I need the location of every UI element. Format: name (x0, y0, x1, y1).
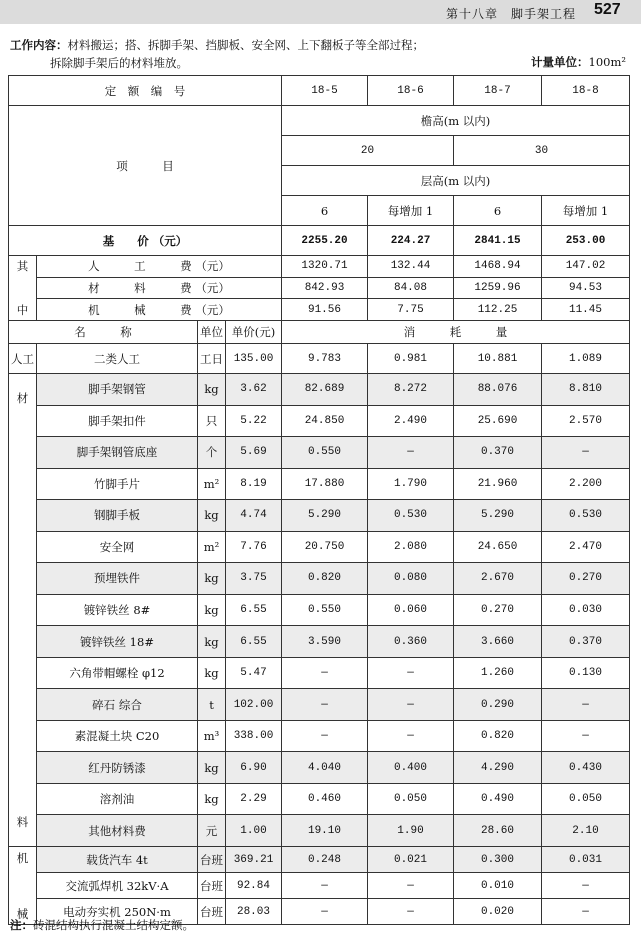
consumption-value: — (368, 899, 454, 925)
item-name: 载货汽车 4t (37, 847, 198, 873)
item-unit: t (198, 689, 226, 721)
item-price: 102.00 (226, 689, 282, 721)
consumption-value: — (542, 437, 630, 469)
item-price: 135.00 (226, 344, 282, 374)
height-value: 30 (454, 136, 630, 166)
item-price: 28.03 (226, 899, 282, 925)
col-price-header: 单价(元) (226, 321, 282, 344)
item-unit: 工日 (198, 344, 226, 374)
item-unit: 只 (198, 405, 226, 437)
consumption-value: 0.050 (542, 783, 630, 815)
consumption-value: — (368, 437, 454, 469)
consumption-value: 0.031 (542, 847, 630, 873)
item-price: 338.00 (226, 720, 282, 752)
among-label-top: 其 (16, 259, 29, 273)
height-value: 20 (282, 136, 454, 166)
consumption-value: 0.050 (368, 783, 454, 815)
consumption-value: 1.260 (454, 657, 542, 689)
item-unit: kg (198, 657, 226, 689)
consumption-value: 20.750 (282, 531, 368, 563)
consumption-value: 0.550 (282, 437, 368, 469)
chapter-title: 第十八章 脚手架工程 (446, 7, 577, 21)
item-unit: m³ (198, 720, 226, 752)
consumption-value: 0.300 (454, 847, 542, 873)
consumption-value: 0.020 (454, 899, 542, 925)
consumption-value: 2.470 (542, 531, 630, 563)
consumption-value: 0.248 (282, 847, 368, 873)
consumption-value: 1.089 (542, 344, 630, 374)
consumption-value: — (282, 720, 368, 752)
consumption-value: 88.076 (454, 374, 542, 406)
consumption-value: 1.90 (368, 815, 454, 847)
item-unit: 台班 (198, 847, 226, 873)
consumption-value: 24.850 (282, 405, 368, 437)
consumption-value: 10.881 (454, 344, 542, 374)
among-label-bottom: 中 (16, 303, 29, 317)
item-price: 2.29 (226, 783, 282, 815)
base-price-row (9, 226, 630, 256)
consumption-value: 0.270 (454, 594, 542, 626)
consumption-value: 28.60 (454, 815, 542, 847)
footnote-text: 砖混结构执行混凝土结构定额。 (33, 918, 194, 932)
col-consumption-header: 消 耗 量 (282, 321, 630, 344)
material-row (9, 500, 630, 532)
consumption-value: 0.360 (368, 626, 454, 658)
consumption-value: — (282, 873, 368, 899)
consumption-value: 0.820 (454, 720, 542, 752)
cost-breakdown-row (9, 299, 630, 321)
consumption-value: 4.040 (282, 752, 368, 784)
cost-breakdown-row (9, 277, 630, 299)
footnote-label: 注： (10, 918, 33, 932)
consumption-value: 0.430 (542, 752, 630, 784)
consumption-value: 2.080 (368, 531, 454, 563)
floor-height-label: 层高(m 以内) (282, 166, 630, 196)
machine-row (9, 847, 630, 873)
item-price: 4.74 (226, 500, 282, 532)
floor-height-value: 每增加 1 (542, 196, 630, 226)
consumption-value: — (282, 899, 368, 925)
item-unit: kg (198, 563, 226, 595)
consumption-value: 82.689 (282, 374, 368, 406)
cost-breakdown-value: 1259.96 (454, 277, 542, 299)
item-name: 竹脚手片 (37, 468, 198, 500)
material-row (9, 689, 630, 721)
item-unit: 台班 (198, 873, 226, 899)
consumption-value: 0.021 (368, 847, 454, 873)
material-row (9, 720, 630, 752)
material-row (9, 657, 630, 689)
item-unit: kg (198, 374, 226, 406)
material-row (9, 752, 630, 784)
consumption-value: 0.530 (542, 500, 630, 532)
consumption-value: — (368, 689, 454, 721)
item-name: 电动夯实机 250N·m (37, 899, 198, 925)
consumption-value: 4.290 (454, 752, 542, 784)
cost-breakdown-value: 112.25 (454, 299, 542, 321)
base-price-value: 2841.15 (454, 226, 542, 256)
cost-breakdown-value: 7.75 (368, 299, 454, 321)
cost-breakdown-value: 11.45 (542, 299, 630, 321)
consumption-value: 8.272 (368, 374, 454, 406)
consumption-value: 21.960 (454, 468, 542, 500)
item-unit: kg (198, 500, 226, 532)
material-row (9, 594, 630, 626)
column-header-row (9, 321, 630, 344)
item-name: 交流弧焊机 32kV·A (37, 873, 198, 899)
quota-code-label: 定 额 编 号 (9, 76, 282, 106)
labor-row (9, 344, 630, 374)
item-name: 钢脚手板 (37, 500, 198, 532)
consumption-value: 0.080 (368, 563, 454, 595)
consumption-value: 0.460 (282, 783, 368, 815)
item-price: 6.55 (226, 626, 282, 658)
item-unit: kg (198, 594, 226, 626)
cost-breakdown-value: 1320.71 (282, 256, 368, 278)
floor-height-value: 6 (454, 196, 542, 226)
item-price: 5.22 (226, 405, 282, 437)
consumption-value: 2.200 (542, 468, 630, 500)
work-content-text-1: 材料搬运；搭、拆脚手架、挡脚板、安全网、上下翻板子等全部过程； (67, 38, 424, 52)
item-price: 3.75 (226, 563, 282, 595)
quota-table (8, 75, 630, 925)
consumption-value: 5.290 (282, 500, 368, 532)
measure-unit-label: 计量单位： (531, 57, 589, 69)
material-row (9, 437, 630, 469)
consumption-value: 17.880 (282, 468, 368, 500)
consumption-value: 0.530 (368, 500, 454, 532)
item-name: 预埋铁件 (37, 563, 198, 595)
item-name: 镀锌铁丝 18# (37, 626, 198, 658)
consumption-value: — (368, 720, 454, 752)
consumption-value: — (542, 720, 630, 752)
consumption-value: — (282, 689, 368, 721)
consumption-value: — (542, 689, 630, 721)
consumption-value: 24.650 (454, 531, 542, 563)
material-row (9, 374, 630, 406)
item-name: 碎石 综合 (37, 689, 198, 721)
item-price: 369.21 (226, 847, 282, 873)
cost-breakdown-value: 94.53 (542, 277, 630, 299)
consumption-value: 0.130 (542, 657, 630, 689)
item-price: 92.84 (226, 873, 282, 899)
consumption-value: — (542, 873, 630, 899)
cost-breakdown-value: 84.08 (368, 277, 454, 299)
work-content-text-2: 拆除脚手架后的材料堆放。 (50, 56, 188, 70)
cost-breakdown-value: 1468.94 (454, 256, 542, 278)
base-price-value: 224.27 (368, 226, 454, 256)
machine-category-bottom: 械 (16, 906, 29, 921)
consumption-value: — (542, 899, 630, 925)
consumption-value: 2.490 (368, 405, 454, 437)
consumption-value: — (368, 657, 454, 689)
consumption-value: 0.270 (542, 563, 630, 595)
quota-code-cell: 18-8 (542, 76, 630, 106)
quota-code-cell: 18-7 (454, 76, 542, 106)
item-unit: m² (198, 468, 226, 500)
material-row (9, 405, 630, 437)
item-price: 5.47 (226, 657, 282, 689)
item-label: 项 目 (9, 106, 282, 226)
item-price: 8.19 (226, 468, 282, 500)
consumption-value: 0.981 (368, 344, 454, 374)
consumption-value: 0.060 (368, 594, 454, 626)
item-unit: 元 (198, 815, 226, 847)
consumption-value: 0.290 (454, 689, 542, 721)
consumption-value: 3.590 (282, 626, 368, 658)
quota-code-cell: 18-6 (368, 76, 454, 106)
item-name: 溶剂油 (37, 783, 198, 815)
consumption-value: 0.370 (542, 626, 630, 658)
item-name: 六角带帽螺栓 φ12 (37, 657, 198, 689)
material-category-label (9, 374, 37, 847)
consumption-value: 2.670 (454, 563, 542, 595)
consumption-value: — (282, 657, 368, 689)
cost-breakdown-name: 人 工 费 （元） (37, 256, 282, 278)
item-price: 7.76 (226, 531, 282, 563)
cost-breakdown-value: 842.93 (282, 277, 368, 299)
consumption-value: 1.790 (368, 468, 454, 500)
labor-category-label: 人工 (9, 344, 37, 374)
material-row (9, 815, 630, 847)
material-category-bottom: 料 (16, 815, 29, 829)
cost-breakdown-value: 132.44 (368, 256, 454, 278)
machine-category-top: 机 (16, 850, 29, 865)
item-unit: 个 (198, 437, 226, 469)
consumption-value: 0.550 (282, 594, 368, 626)
item-name: 安全网 (37, 531, 198, 563)
consumption-value: 2.570 (542, 405, 630, 437)
consumption-value: 0.400 (368, 752, 454, 784)
item-price: 6.90 (226, 752, 282, 784)
item-name: 其他材料费 (37, 815, 198, 847)
item-unit: kg (198, 752, 226, 784)
measure-unit-value: 100m² (588, 55, 626, 69)
item-name: 脚手架钢管底座 (37, 437, 198, 469)
consumption-value: 8.810 (542, 374, 630, 406)
eave-row (9, 106, 630, 136)
material-category-top: 材 (16, 391, 29, 405)
consumption-value: 19.10 (282, 815, 368, 847)
item-name: 脚手架扣件 (37, 405, 198, 437)
base-price-value: 2255.20 (282, 226, 368, 256)
item-name: 脚手架钢管 (37, 374, 198, 406)
col-name-header: 名 称 (9, 321, 198, 344)
floor-height-value: 6 (282, 196, 368, 226)
cost-breakdown-value: 91.56 (282, 299, 368, 321)
material-row (9, 783, 630, 815)
item-price: 3.62 (226, 374, 282, 406)
base-price-label: 基 价 （元） (9, 226, 282, 256)
consumption-value: 3.660 (454, 626, 542, 658)
machine-category-label (9, 847, 37, 925)
floor-height-value: 每增加 1 (368, 196, 454, 226)
cost-breakdown-name: 材 料 费 （元） (37, 277, 282, 299)
item-unit: kg (198, 626, 226, 658)
item-price: 5.69 (226, 437, 282, 469)
cost-breakdown-value: 147.02 (542, 256, 630, 278)
consumption-value: 2.10 (542, 815, 630, 847)
eave-height-label: 檐高(m 以内) (282, 106, 630, 136)
machine-row (9, 873, 630, 899)
quota-code-cell: 18-5 (282, 76, 368, 106)
item-price: 6.55 (226, 594, 282, 626)
item-name: 二类人工 (37, 344, 198, 374)
base-price-value: 253.00 (542, 226, 630, 256)
item-price: 1.00 (226, 815, 282, 847)
item-name: 红丹防锈漆 (37, 752, 198, 784)
measure-unit (531, 54, 626, 70)
material-row (9, 468, 630, 500)
cost-breakdown-row (9, 256, 630, 278)
item-name: 镀锌铁丝 8# (37, 594, 198, 626)
consumption-value: 9.783 (282, 344, 368, 374)
item-unit: m² (198, 531, 226, 563)
consumption-value: 5.290 (454, 500, 542, 532)
consumption-value: 0.370 (454, 437, 542, 469)
consumption-value: 0.010 (454, 873, 542, 899)
among-label (9, 256, 37, 321)
cost-breakdown-name: 机 械 费 （元） (37, 299, 282, 321)
quota-code-row (9, 76, 630, 106)
item-unit: 台班 (198, 899, 226, 925)
consumption-value: 0.030 (542, 594, 630, 626)
material-row (9, 563, 630, 595)
item-unit: kg (198, 783, 226, 815)
work-content-label: 工作内容： (10, 40, 68, 52)
page-number: 527 (594, 1, 621, 18)
material-row (9, 531, 630, 563)
col-unit-header: 单位 (198, 321, 226, 344)
consumption-value: 0.820 (282, 563, 368, 595)
item-name: 素混凝土块 C20 (37, 720, 198, 752)
consumption-value: — (368, 873, 454, 899)
material-row (9, 626, 630, 658)
consumption-value: 0.490 (454, 783, 542, 815)
footnote (10, 917, 194, 933)
consumption-value: 25.690 (454, 405, 542, 437)
